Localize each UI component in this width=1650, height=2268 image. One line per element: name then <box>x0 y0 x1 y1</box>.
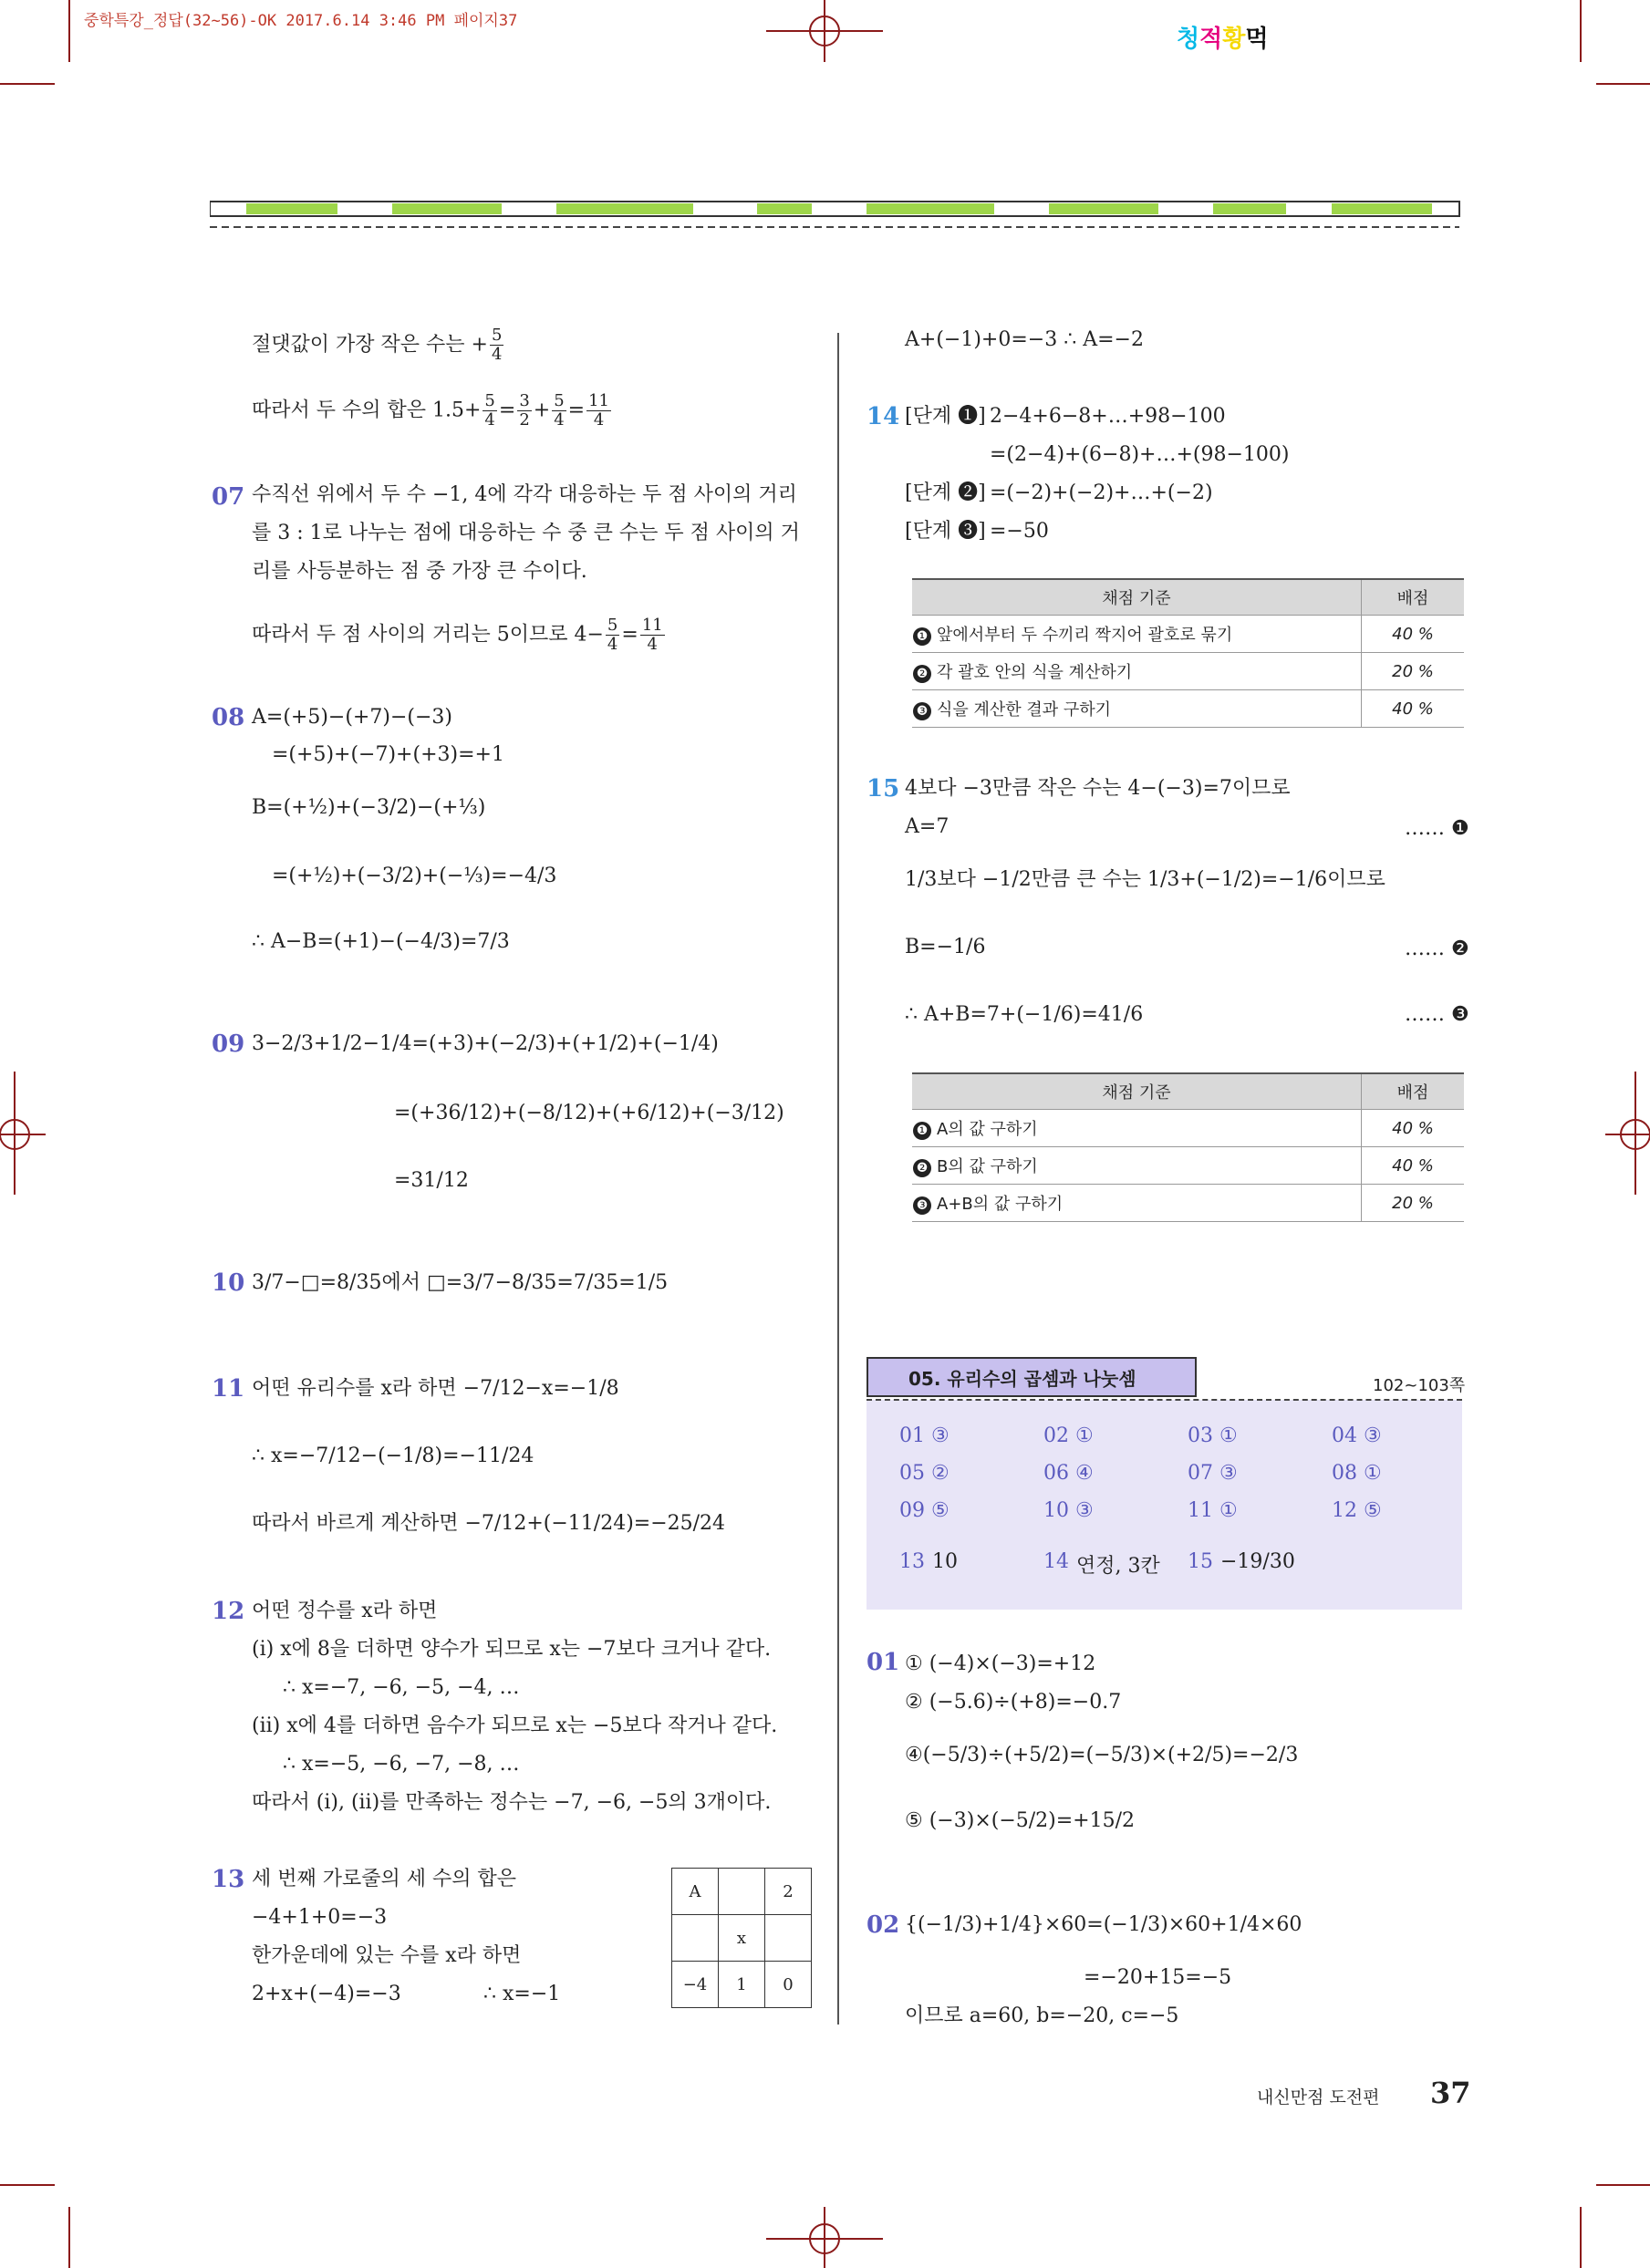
p07-line: 를 3 : 1로 나누는 점에 대응하는 수 중 큰 수는 두 점 사이의 거 <box>252 522 800 544</box>
p07-line: 따라서 두 점 사이의 거리는 5이므로 4− $\frac{5}{4}$ = $\frac{11}{4}$ <box>252 616 663 654</box>
section-title: 05. 유리수의 곱셈과 나눗셈 <box>867 1357 1197 1397</box>
problem-number: 08 <box>212 704 245 731</box>
p15-line: A=7 <box>905 815 950 838</box>
p11-line: 따라서 바르게 계산하면 −7/12+(−11/24)=−25/24 <box>252 1512 726 1535</box>
p13-line: −4+1+0=−3 <box>252 1906 388 1929</box>
problem-number: 02 <box>867 1911 900 1939</box>
p15-line: B=−1/6 <box>905 936 986 958</box>
p15-line: 1/3보다 −1/2만큼 큰 수는 1/3+(−1/2)=−1/6이므로 <box>905 868 1385 891</box>
color-proof-label: 청적황먹 <box>1177 26 1269 53</box>
problem-number: 15 <box>867 775 900 803</box>
problem-number: 01 <box>867 1649 900 1676</box>
p08-line: B=(+½)+(−3/2)−(+⅓) <box>252 796 486 819</box>
problem-number: 09 <box>212 1030 245 1058</box>
step-marker: …… ❸ <box>1405 1003 1469 1026</box>
scoring-table-14: 채점 기준 배점 ❶ 앞에서부터 두 수끼리 짝지어 괄호로 묶기 40 % ❷ 각 괄호 안의 식을 계산하기 20 % ❸ 식을 계산한 결과 구하기 40 % <box>912 578 1464 728</box>
file-info: 중학특강_정답(32~56)-OK 2017.6.14 3:46 PM 페이지37 <box>84 12 518 30</box>
p12-line: 어떤 정수를 x라 하면 <box>252 1600 438 1622</box>
p11-line: 어떤 유리수를 x라 하면 −7/12−x=−1/8 <box>252 1377 619 1400</box>
carryover-line: A+(−1)+0=−3 ∴ A=−2 <box>905 328 1144 351</box>
p02-line: {(−1/3)+1/4}×60=(−1/3)×60+1/4×60 <box>905 1913 1302 1936</box>
p13-line: ∴ x=−1 <box>483 1983 561 2005</box>
p10-line: 3/7−□=8/35에서 □=3/7−8/35=7/35=1/5 <box>252 1271 669 1294</box>
p14-line: 2−4+6−8+…+98−100 <box>990 405 1226 428</box>
p15-line: ∴ A+B=7+(−1/6)=41/6 <box>905 1003 1144 1026</box>
p14-line: =(−2)+(−2)+…+(−2) <box>990 482 1213 504</box>
p08-line: A=(+5)−(+7)−(−3) <box>252 706 452 729</box>
p01-line: ⑤ (−3)×(−5/2)=+15/2 <box>905 1809 1136 1832</box>
step-label: [단계 ❸] <box>905 520 986 543</box>
problem-number: 13 <box>212 1866 245 1893</box>
p12-line: ∴ x=−7, −6, −5, −4, … <box>283 1676 520 1699</box>
problem-number: 14 <box>867 403 900 430</box>
p01-line: ② (−5.6)÷(+8)=−0.7 <box>905 1691 1122 1714</box>
p13-line: 세 번째 가로줄의 세 수의 합은 <box>252 1868 516 1890</box>
p14-line: =−50 <box>990 520 1049 543</box>
scoring-table-15: 채점 기준 배점 ❶ A의 값 구하기 40 % ❷ B의 값 구하기 40 % ❸ A+B의 값 구하기 20 % <box>912 1072 1464 1222</box>
p08-line: =(+5)+(−7)+(+3)=+1 <box>272 743 504 766</box>
book-title: 내신만점 도전편 <box>1257 2087 1380 2107</box>
p11-line: ∴ x=−7/12−(−1/8)=−11/24 <box>252 1445 534 1467</box>
p01-line: ① (−4)×(−3)=+12 <box>905 1652 1096 1675</box>
column-divider <box>837 333 839 2025</box>
problem-number: 12 <box>212 1598 245 1625</box>
intro-line-2: 따라서 두 수의 합은 1.5+ $\frac{5}{4}$ = $\frac{3}{2}$ + $\frac{5}{4}$ = $\frac{11}{4}$ <box>252 391 609 430</box>
p02-line: =−20+15=−5 <box>1084 1966 1232 1989</box>
magic-square-grid: A 2 x −4 1 0 <box>671 1868 812 2008</box>
p02-line: 이므로 a=60, b=−20, c=−5 <box>905 2004 1179 2027</box>
header-decoration <box>210 196 1464 237</box>
p14-line: =(2−4)+(6−8)+…+(98−100) <box>990 443 1290 466</box>
p01-line: ④(−5/3)÷(+5/2)=(−5/3)×(+2/5)=−2/3 <box>905 1744 1299 1766</box>
p09-line: =(+36/12)+(−8/12)+(+6/12)+(−3/12) <box>394 1102 784 1124</box>
p12-line: ∴ x=−5, −6, −7, −8, … <box>283 1753 520 1776</box>
page-number: 37 <box>1430 2076 1471 2110</box>
p08-line: ∴ A−B=(+1)−(−4/3)=7/3 <box>252 930 510 953</box>
problem-number: 07 <box>212 483 245 511</box>
p09-line: =31/12 <box>394 1169 469 1192</box>
section-divider <box>867 1399 1462 1401</box>
p07-line: 리를 사등분하는 점 중 가장 큰 수이다. <box>252 560 587 583</box>
p12-line: 따라서 (i), (ii)를 만족하는 정수는 −7, −6, −5의 3개이다. <box>252 1791 772 1814</box>
problem-number: 11 <box>212 1375 245 1403</box>
step-label: [단계 ❷] <box>905 482 986 504</box>
p08-line: =(+½)+(−3/2)+(−⅓)=−4/3 <box>272 865 557 887</box>
step-label: [단계 ❶] <box>905 405 986 428</box>
problem-number: 10 <box>212 1269 245 1297</box>
step-marker: …… ❷ <box>1405 937 1469 960</box>
p12-line: (i) x에 8을 더하면 양수가 되므로 x는 −7보다 크거나 같다. <box>252 1638 772 1661</box>
p09-line: 3−2/3+1/2−1/4=(+3)+(−2/3)+(+1/2)+(−1/4) <box>252 1032 719 1055</box>
p07-line: 수직선 위에서 두 수 −1, 4에 각각 대응하는 두 점 사이의 거리 <box>252 483 797 506</box>
intro-line-1: 절댓값이 가장 작은 수는 + $\frac{5}{4}$ <box>252 326 503 364</box>
p13-line: 2+x+(−4)=−3 <box>252 1983 401 2005</box>
p15-line: 4보다 −3만큼 작은 수는 4−(−3)=7이므로 <box>905 777 1291 800</box>
section-pages: 102~103쪽 <box>1373 1376 1466 1395</box>
step-marker: …… ❶ <box>1405 817 1469 840</box>
p13-line: 한가운데에 있는 수를 x라 하면 <box>252 1944 522 1967</box>
p12-line: (ii) x에 4를 더하면 음수가 되므로 x는 −5보다 작거나 같다. <box>252 1714 778 1737</box>
